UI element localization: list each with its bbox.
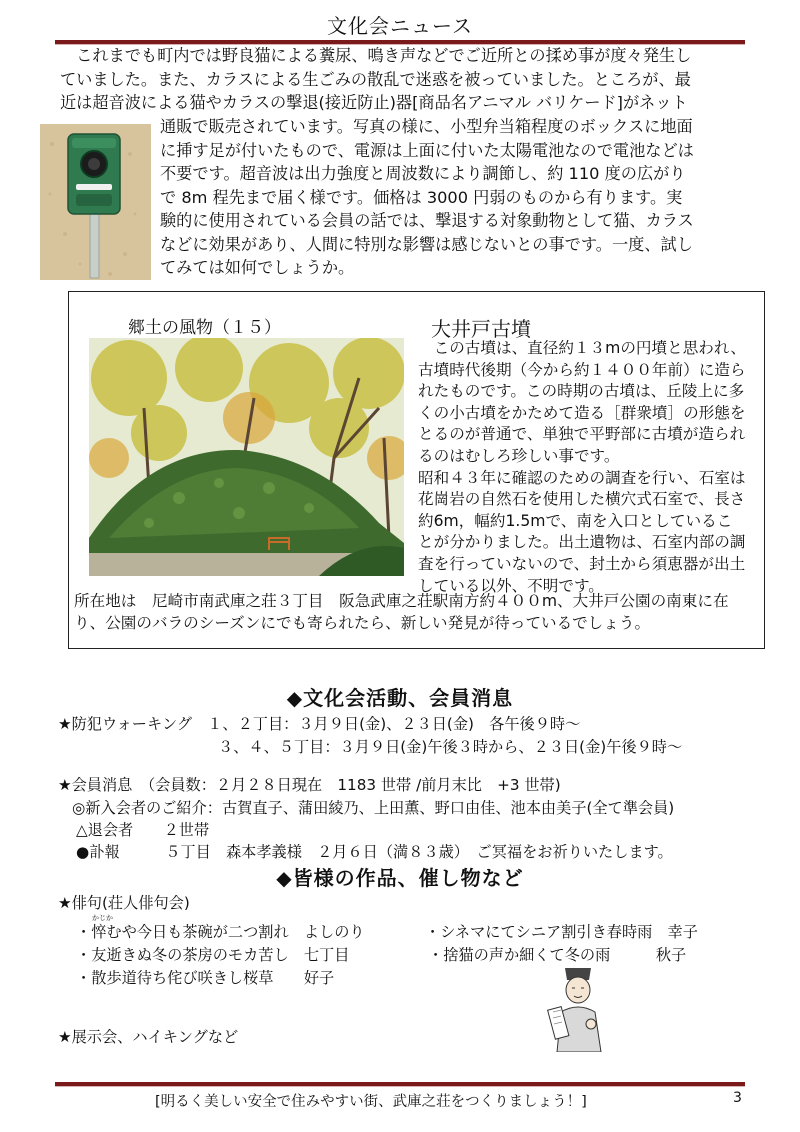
haiku-item: ・捨猫の声か細くて冬の雨 秋子 [428, 946, 687, 964]
intro-line: 験的に使用されている会員の話では、撃退する対象動物として猫、カラス [160, 211, 694, 230]
intro-wrap-text [160, 115, 694, 280]
feature-line: 査を行っていないので、封土から須恵器が出土 [418, 554, 746, 573]
kofun-mound-photo [89, 338, 404, 576]
feature-series-title: 郷土の風物（１５） [128, 318, 281, 338]
feature-location [74, 590, 729, 634]
withdrawals-line: △退会者 ２世帯 [76, 821, 210, 839]
section-activities-title: ◆文化会活動、会員消息 [286, 686, 514, 710]
location-line: り、公園のバラのシーズンにでも寄られたら、新しい発見が待っているでしょう。 [74, 614, 651, 632]
feature-line: れたものです。この時期の古墳は、丘陵上に多 [418, 382, 745, 401]
feature-heading: 大井戸古墳 [431, 317, 531, 341]
intro-line: てみては如何でしょうか。 [160, 258, 355, 277]
haiku-ruby: かじか [92, 914, 113, 922]
intro-line: 近は超音波による猫やカラスの撃退(接近防止)器[商品名アニマル バリケード]がネット [60, 93, 688, 112]
footer-divider [55, 1082, 745, 1087]
intro-line: などに効果があり、人間に特別な影響は感じないとの事です。一度、試し [160, 234, 693, 254]
intro-line: 不要です。超音波は出力強度と周波数により調節し、約 110 度の広がり [160, 164, 686, 183]
patrol-walking-line: ★防犯ウォーキング １、２丁目：３月９日(金)、２３日(金) 各午後９時～ [58, 715, 581, 733]
intro-line: で 8m 程先まで届く様です。価格は 3000 円弱のものから有ります。実 [160, 187, 683, 207]
feature-line: るのはむしろ珍しい事です。 [418, 446, 620, 465]
feature-line: 昭和４３年に確認のための調査を行い、石室は [418, 468, 746, 487]
feature-line: くの小古墳をかためて造る［群衆墳］の形態を [418, 403, 746, 422]
haiku-item: ・散歩道待ち侘び咲きし桜草 好子 [76, 969, 335, 987]
haiku-poet-illustration [543, 962, 613, 1052]
events-heading: ★展示会、ハイキングなど [58, 1028, 239, 1046]
page-number: 3 [733, 1090, 742, 1106]
feature-line: とが分かりました。出土遺物は、石室内部の調 [418, 533, 746, 552]
feature-line: この古墳は、直径約１３mの円墳と思われ、 [418, 339, 747, 357]
obituary-line: ●訃報 ５丁目 森本孝義様 ２月６日（満８３歳） ご冥福をお祈りいたします。 [76, 843, 673, 861]
patrol-walking-line: ３、４、５丁目：３月９日(金)午後３時から、２３日(金)午後９時～ [218, 738, 683, 756]
intro-line: これまでも町内では野良猫による糞尿、鳴き声などでご近所との揉め事が度々発生し [60, 46, 692, 65]
intro-line: ていました。また、カラスによる生ごみの散乱で迷惑を被っていました。ところが、最 [60, 69, 691, 89]
location-line: 所在地は 尼崎市南武庫之荘３丁目 阪急武庫之荘駅南方約４００m、大井戸公園の南東に在 [74, 592, 729, 610]
haiku-heading: ★俳句(荘人俳句会) [58, 894, 190, 912]
feature-line: 約6m，幅約1.5mで、南を入口としているこ [418, 511, 733, 530]
member-count-line: ★会員消息 （会員数：２月２８日現在 1183 世帯 /前月末比 +3 世帯) [58, 776, 561, 794]
intro-paragraph [60, 44, 691, 115]
footer-slogan: [明るく美しい安全で住みやすい街、武庫之荘をつくりましょう！] [155, 1094, 587, 1110]
intro-line: に挿す足が付いたもので、電源は上面に付いた太陽電池なので電池などは [160, 140, 694, 160]
haiku-item: ・シネマにてシニア割引き春時雨 幸子 [425, 923, 698, 941]
section-works-title: ◆皆様の作品、催し物など [276, 866, 524, 890]
feature-body [418, 338, 746, 597]
haiku-item: ・悴むや今日も茶碗が二つ割れ よしのり [76, 923, 365, 941]
feature-line: している以外、不明です。 [418, 576, 604, 595]
new-members-line: ◎新入会者のご紹介：古賀直子、蒲田綾乃、上田薫、野口由佳、池本由美子(全て準会員) [72, 799, 675, 817]
feature-line: 花崗岩の自然石を使用した横穴式石室で、長さ [418, 490, 746, 509]
ultrasonic-repeller-photo [40, 124, 151, 280]
intro-line: 通販で販売されています。写真の様に、小型弁当箱程度のボックスに地面 [160, 117, 693, 136]
haiku-item: ・友逝きぬ冬の茶房のモカ苦し 七丁目 [76, 946, 350, 964]
feature-line: 古墳時代後期（今から約１４００年前）に造ら [418, 360, 746, 379]
feature-line: とるのが普通で、単独で平野部に古墳が造られ [418, 425, 746, 444]
newsletter-title: 文化会ニュース [327, 14, 473, 38]
